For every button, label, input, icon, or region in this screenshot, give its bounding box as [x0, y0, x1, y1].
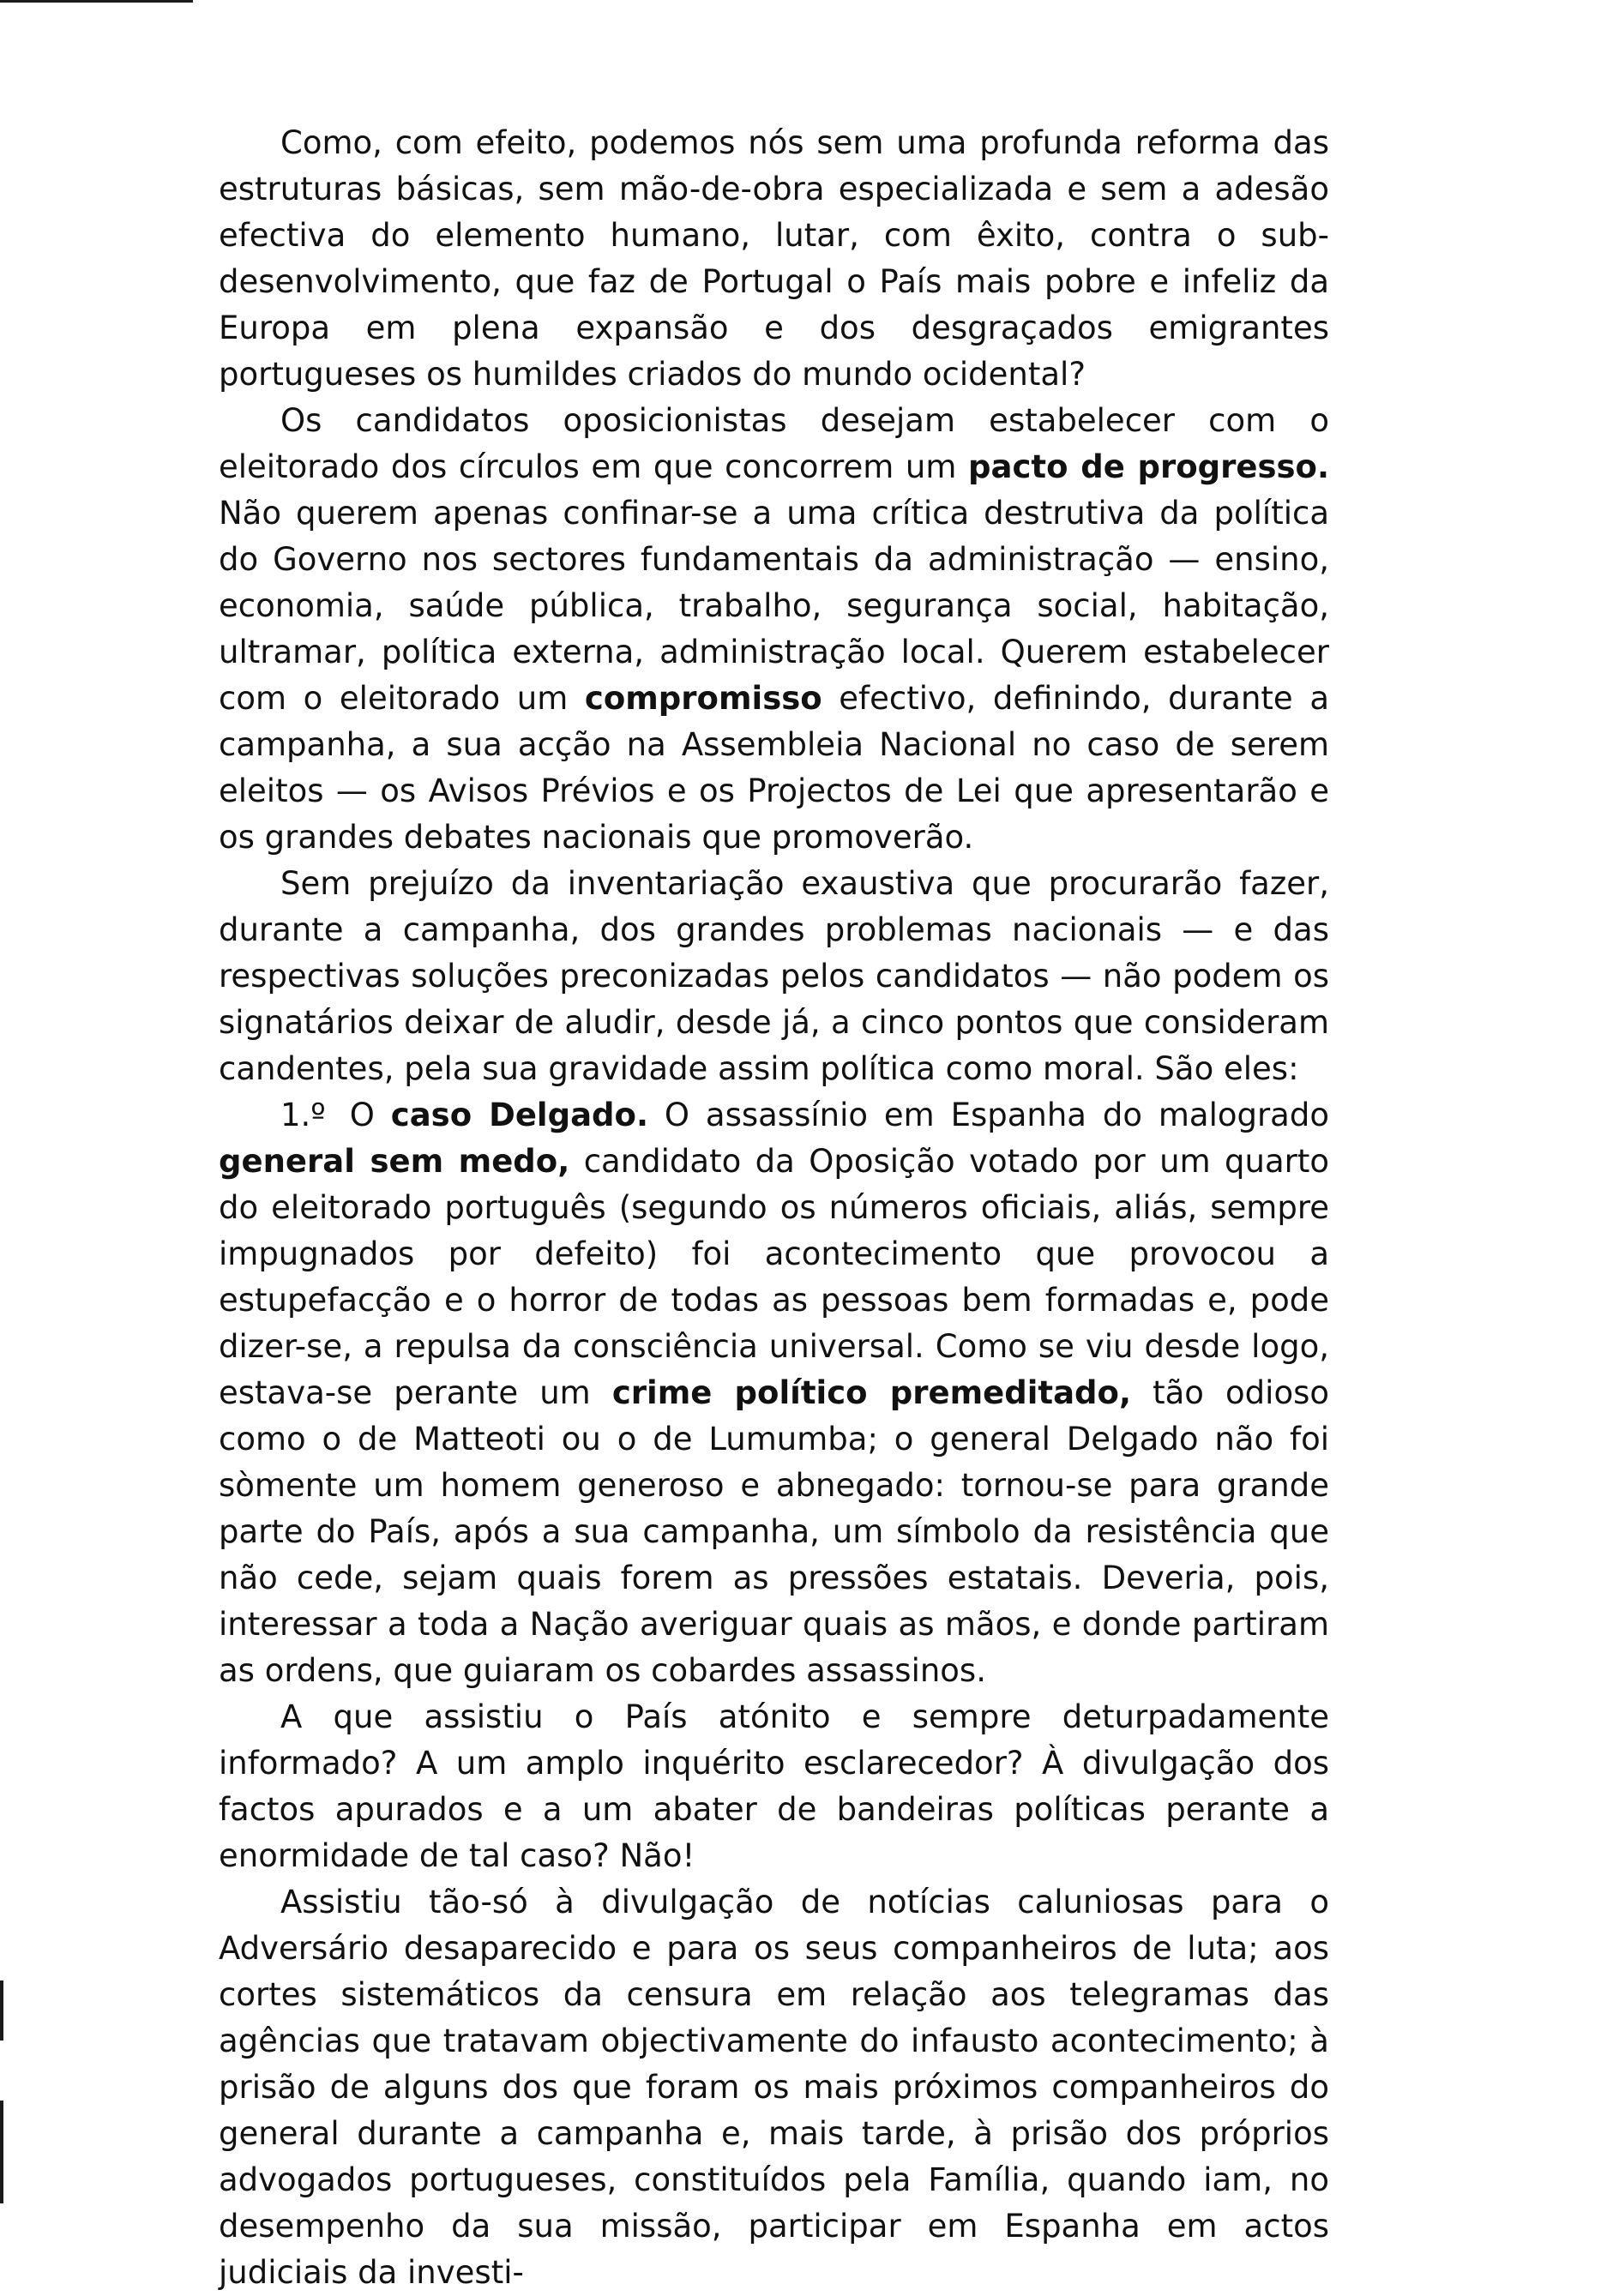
text-run: tão odioso como o de Matteoti ou o de Lumumba; o general Delgado não foi sòmente um homem generoso e abnegado: tornou-se para grande parte do País, após a sua campanha, um símbolo da resistência que não cede, sejam quais forem as pressões estatais. Deveria, pois, interessar a toda a Nação averiguar quais as mãos, e donde partiram as ordens, que guiaram os cobardes assassinos. [219, 1374, 1329, 1689]
text-run: Os candidatos oposicionistas desejam estabelecer com o eleitorado dos círculos em que concorrem um [219, 402, 1329, 485]
paragraph-number: 1.º [280, 1097, 326, 1133]
text-run: O [349, 1097, 391, 1133]
bold-phrase: compromisso [584, 680, 822, 717]
text-run: O assassínio em Espanha do malogrado [648, 1097, 1329, 1133]
paragraph [219, 398, 1329, 861]
scan-edge-mark [0, 2101, 3, 2203]
paragraph [219, 861, 1329, 1092]
paragraph [219, 1694, 1329, 1879]
scan-top-rule [0, 0, 193, 3]
text-run: Sem prejuízo da inventariação exaustiva que procurarão fazer, durante a campanha, dos grandes problemas nacionais — e das respectivas soluções preconizadas pelos candidatos — não podem os signatários deixar de aludir, desde já, a cinco pontos que consideram candentes, pela sua gravidade assim política como moral. São eles: [219, 865, 1329, 1087]
text-run: Não querem apenas confinar-se a uma crítica destrutiva da política do Governo nos sectores fundamentais da administração — ensino, economia, saúde pública, trabalho, segurança social, habitação, ultramar, política externa, administração local. Querem estabelecer com o eleitorado um [219, 495, 1329, 717]
paragraph [219, 1879, 1329, 2296]
bold-phrase: pacto de progresso. [968, 448, 1330, 485]
paragraph [219, 120, 1329, 398]
document-body [219, 120, 1329, 2296]
text-run: candidato da Oposição votado por um quarto do eleitorado português (segundo os números oficiais, aliás, sempre impugnados por defeito) foi acontecimento que provocou a estupefacção e o horror de todas as pessoas bem formadas e, pode dizer-se, a repulsa da consciência universal. Como se viu desde logo, estava-se perante um [219, 1143, 1329, 1411]
numbered-paragraph [219, 1092, 1329, 1694]
text-run: A que assistiu o País atónito e sempre deturpadamente informado? A um amplo inquérito esclarecedor? À divulgação dos factos apurados e a um abater de bandeiras políticas perante a enormidade de tal caso? Não! [219, 1698, 1329, 1874]
text-run: efectivo, definindo, durante a campanha, a sua acção na Assembleia Nacional no caso de serem eleitos — os Avisos Prévios e os Projectos de Lei que apresentarão e os grandes debates nacionais que promoverão. [219, 680, 1329, 856]
scan-edge-mark [0, 1980, 3, 2041]
text-run: Como, com efeito, podemos nós sem uma profunda reforma das estruturas básicas, sem mão-de-obra especializada e sem a adesão efectiva do elemento humano, lutar, com êxito, contra o sub-desenvolvimento, que faz de Portugal o País mais pobre e infeliz da Europa em plena expansão e dos desgraçados emigrantes portugueses os humildes criados do mundo ocidental? [219, 124, 1329, 393]
bold-phrase: crime político premeditado, [611, 1374, 1132, 1411]
text-run: Assistiu tão-só à divulgação de notícias caluniosas para o Adversário desaparecido e para os seus companheiros de luta; aos cortes sistemáticos da censura em relação aos telegramas das agências que tratavam objectivamente do infausto acontecimento; à prisão de alguns dos que foram os mais próximos companheiros do general durante a campanha e, mais tarde, à prisão dos próprios advogados portugueses, constituídos pela Família, quando iam, no desempenho da sua missão, participar em Espanha em actos judiciais da investi- [219, 1884, 1329, 2291]
bold-phrase: general sem medo, [219, 1143, 570, 1180]
bold-phrase: caso Delgado. [390, 1097, 649, 1133]
